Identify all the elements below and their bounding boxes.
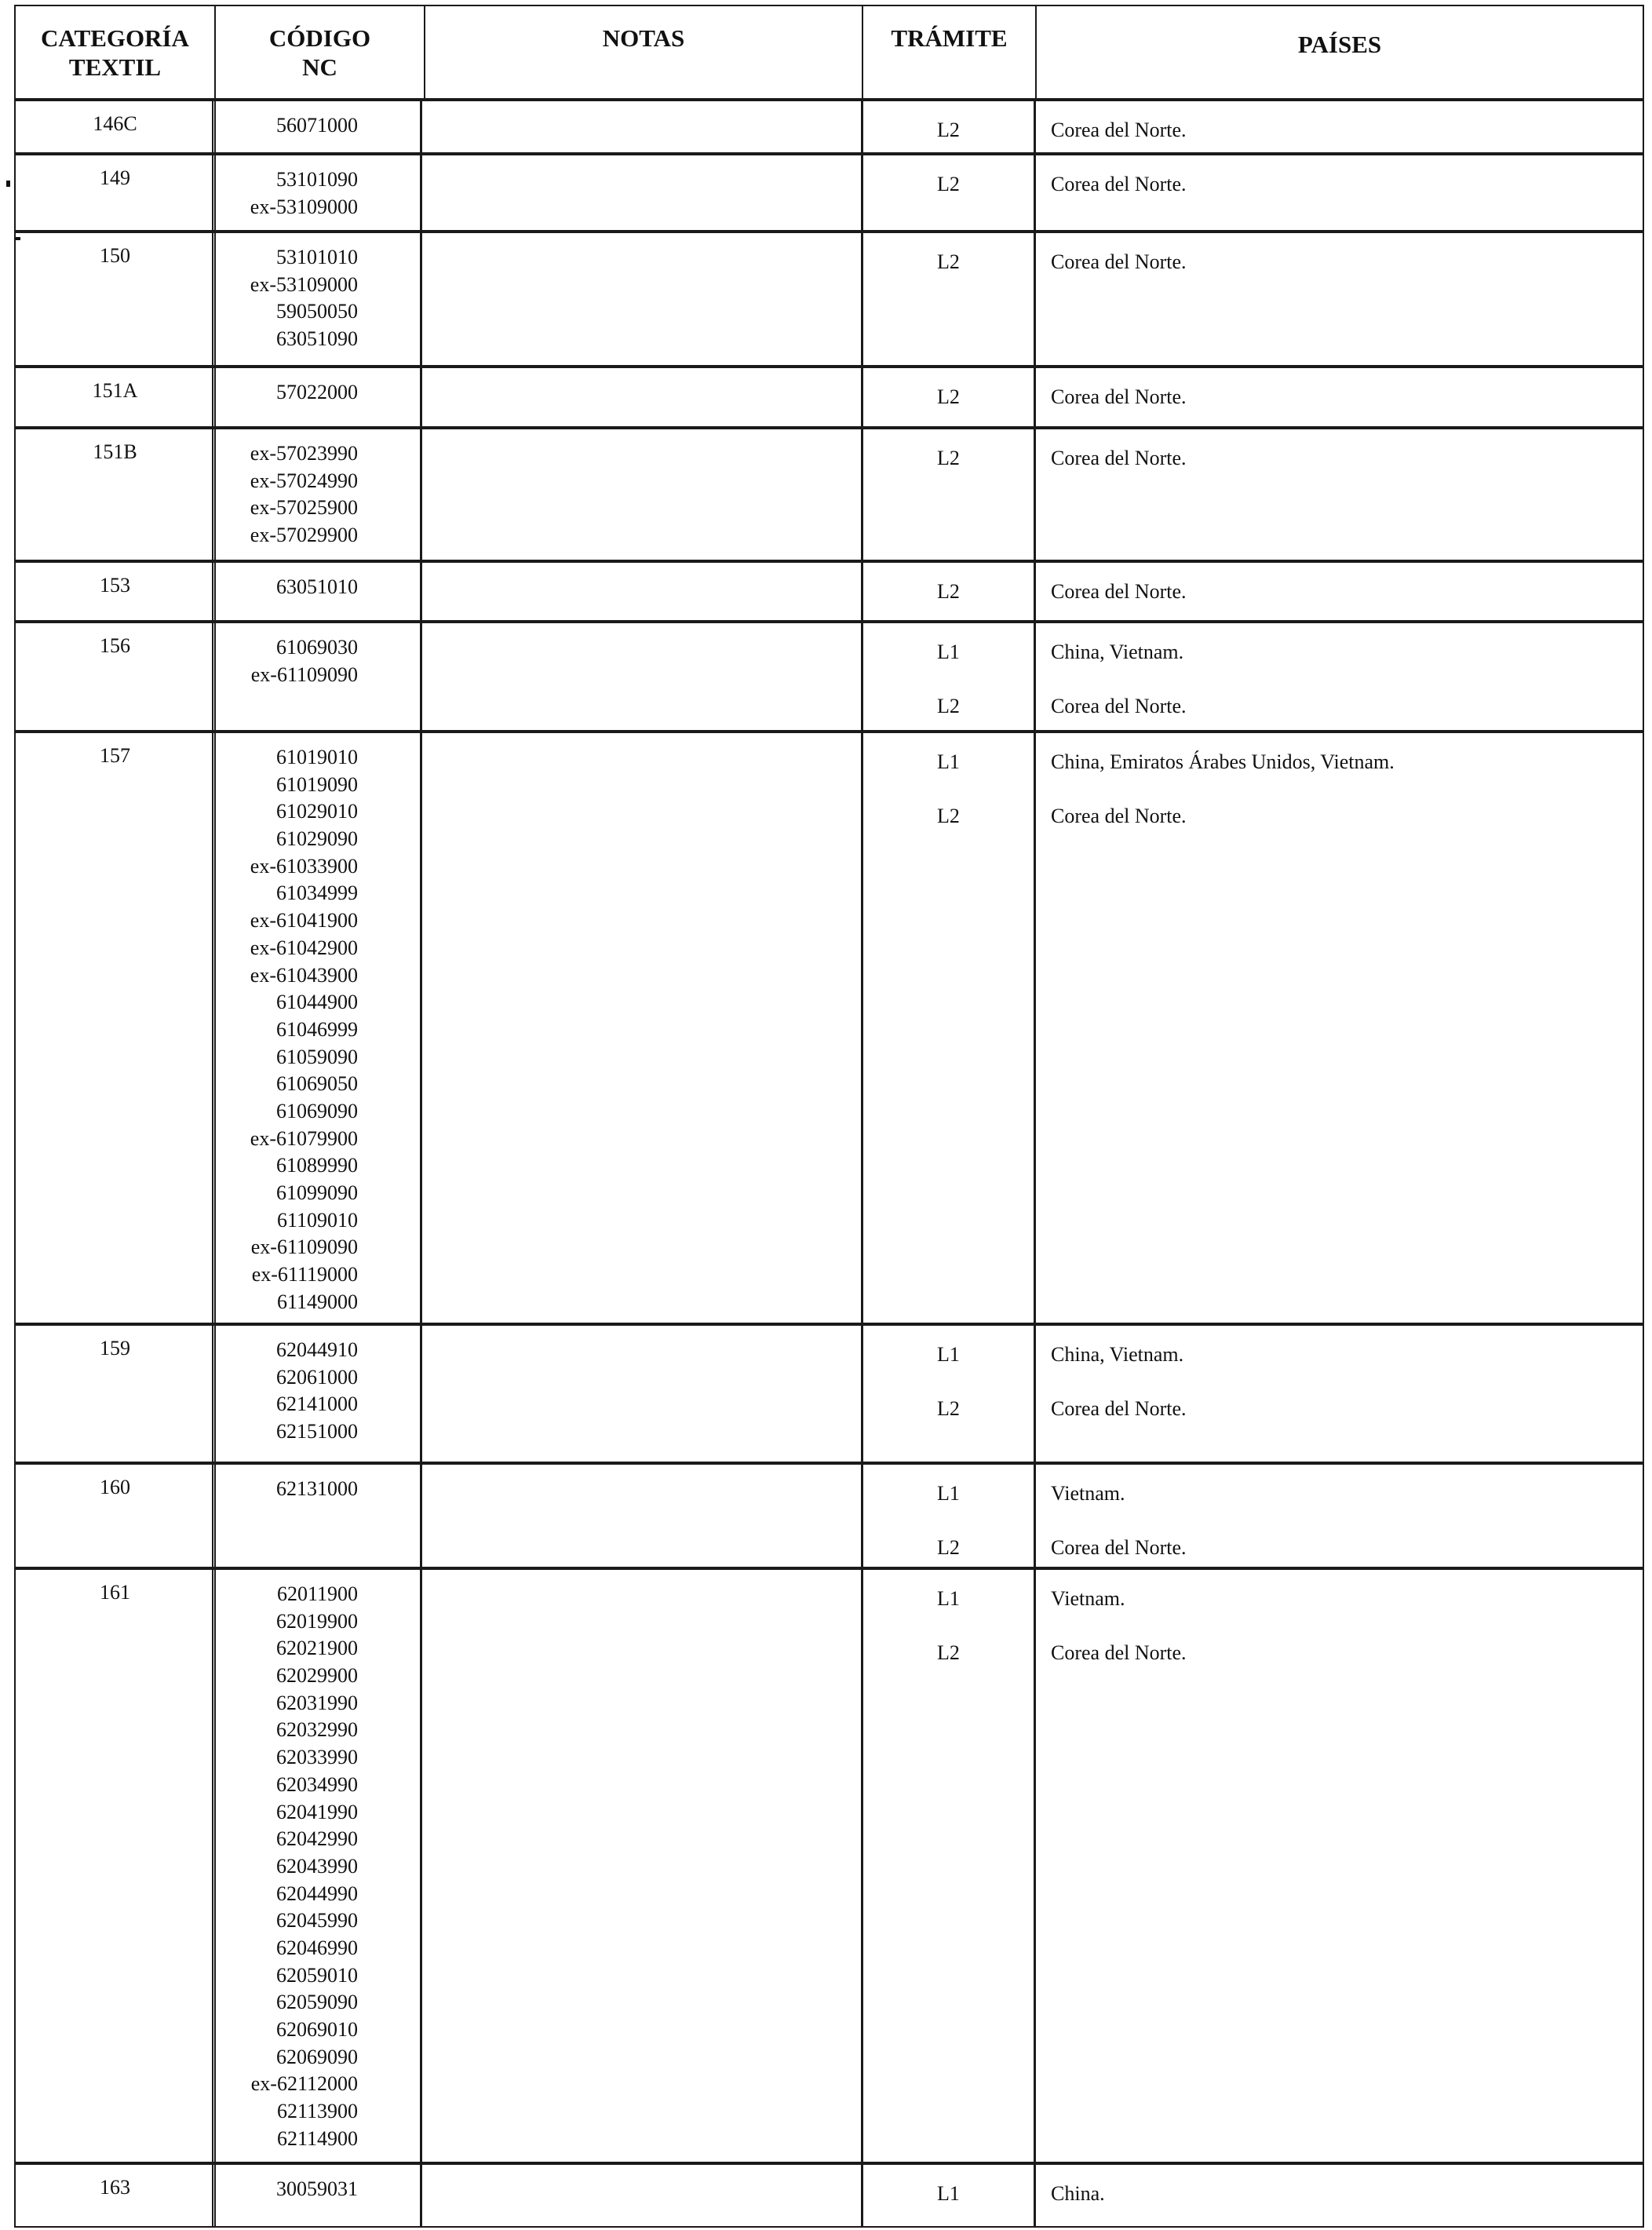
header-notas: NOTAS xyxy=(602,24,685,52)
paises-value: Vietnam. xyxy=(1051,1587,1125,1610)
paises-value: Corea del Norte. xyxy=(1051,805,1187,827)
paises-value: China, Emiratos Árabes Unidos, Vietnam. xyxy=(1051,750,1395,773)
paises-value: Corea del Norte. xyxy=(1051,447,1187,469)
notas-cell xyxy=(420,428,863,561)
tramite-value: L1 xyxy=(937,2182,960,2205)
codigo-value: ex-61033900 xyxy=(250,854,358,878)
codigo-value: 62114900 xyxy=(276,2126,358,2150)
codigo-value: 62011900 xyxy=(276,1582,358,1605)
codigo-list xyxy=(228,1581,358,2152)
paises-value: Corea del Norte. xyxy=(1051,119,1187,141)
header-paises-cell xyxy=(1035,5,1644,100)
codigo-list xyxy=(228,744,358,1316)
tramite-value: L1 xyxy=(937,641,960,663)
codigo-list xyxy=(228,244,358,353)
codigo-value: 53101090 xyxy=(276,168,358,191)
codigo-value: 61069050 xyxy=(276,1072,358,1096)
codigo-value: 62044990 xyxy=(276,1881,358,1905)
notas-cell xyxy=(420,622,863,732)
codigo-value: 62059010 xyxy=(276,1963,358,1987)
categoria-label: 159 xyxy=(100,1337,130,1360)
codigo-value: 62043990 xyxy=(276,1854,358,1878)
header-notas-cell xyxy=(424,5,863,100)
codigo-list xyxy=(228,2176,358,2203)
categoria-label: 151A xyxy=(92,379,138,402)
paises-value: Corea del Norte. xyxy=(1051,1536,1187,1559)
header-codigo-line2: NC xyxy=(302,53,337,81)
tramite-value: L1 xyxy=(937,750,960,773)
codigo-value: ex-57023990 xyxy=(250,442,358,465)
codigo-value: ex-61042900 xyxy=(250,936,358,959)
paises-value: China. xyxy=(1051,2182,1105,2205)
codigo-list xyxy=(228,112,358,140)
paises-value: Corea del Norte. xyxy=(1051,580,1187,603)
codigo-value: 61099090 xyxy=(276,1181,358,1204)
codigo-value: 57022000 xyxy=(276,381,358,403)
tramite-value: L1 xyxy=(937,1343,960,1366)
paises-value: Corea del Norte. xyxy=(1051,695,1187,717)
codigo-list xyxy=(228,1337,358,1446)
codigo-value: 61109010 xyxy=(276,1208,358,1232)
codigo-value: 61034999 xyxy=(276,881,358,905)
codigo-value: ex-61109090 xyxy=(250,662,358,686)
paises-value: Corea del Norte. xyxy=(1051,1397,1187,1420)
codigo-value: 56071000 xyxy=(276,114,358,137)
codigo-value: 62059090 xyxy=(276,1991,358,2014)
paises-value: Corea del Norte. xyxy=(1051,250,1187,273)
codigo-value: 53101010 xyxy=(276,246,358,268)
codigo-value: 62141000 xyxy=(276,1392,358,1416)
codigo-value: 62041990 xyxy=(276,1800,358,1823)
paises-value: China, Vietnam. xyxy=(1051,1343,1184,1366)
codigo-value: 61029010 xyxy=(276,800,358,823)
codigo-list xyxy=(228,574,358,601)
tramite-value: L2 xyxy=(937,1536,960,1559)
codigo-value: 61149000 xyxy=(276,1290,358,1313)
tramite-value: L2 xyxy=(937,1397,960,1420)
tramite-value: L2 xyxy=(937,1641,960,1664)
codigo-value: 62034990 xyxy=(276,1772,358,1796)
codigo-value: 63051010 xyxy=(276,575,358,598)
codigo-value: 62044910 xyxy=(276,1338,358,1361)
header-tramite: TRÁMITE xyxy=(891,24,1008,52)
header-tramite-cell xyxy=(862,5,1037,100)
codigo-value: ex-57025900 xyxy=(250,496,358,520)
codigo-value: 62021900 xyxy=(276,1637,358,1660)
tramite-value: L2 xyxy=(937,805,960,827)
codigo-value: 61019010 xyxy=(276,746,358,768)
codigo-value: 62151000 xyxy=(276,1420,358,1443)
tramite-value: L2 xyxy=(937,119,960,141)
codigo-value: 30059031 xyxy=(276,2177,358,2200)
paises-value: China, Vietnam. xyxy=(1051,641,1184,663)
codigo-value: 63051090 xyxy=(276,327,358,351)
notas-cell xyxy=(420,154,863,232)
notas-cell xyxy=(420,232,863,367)
codigo-value: 62045990 xyxy=(276,1909,358,1933)
codigo-value: 62069010 xyxy=(276,2018,358,2041)
categoria-label: 163 xyxy=(100,2176,130,2199)
codigo-value: 61069090 xyxy=(276,1099,358,1122)
codigo-value: 62029900 xyxy=(276,1664,358,1688)
categoria-label: 157 xyxy=(100,744,130,767)
codigo-value: 62033990 xyxy=(276,1746,358,1769)
tramite-value: L2 xyxy=(937,250,960,273)
scan-mark xyxy=(6,181,10,187)
header-categoria-line1: CATEGORÍA xyxy=(41,24,189,52)
categoria-label: 161 xyxy=(100,1581,130,1604)
paises-value: Corea del Norte. xyxy=(1051,173,1187,195)
codigo-value: ex-57024990 xyxy=(250,469,358,492)
categoria-label: 149 xyxy=(100,166,130,189)
codigo-list xyxy=(228,634,358,688)
codigo-value: 62042990 xyxy=(276,1827,358,1851)
codigo-value: 61046999 xyxy=(276,1017,358,1041)
codigo-value: ex-61119000 xyxy=(251,1263,358,1287)
tramite-value: L2 xyxy=(937,385,960,408)
header-categoria-line2: TEXTIL xyxy=(68,53,162,81)
codigo-list xyxy=(228,166,358,221)
codigo-value: 62069090 xyxy=(276,2045,358,2068)
header-codigo-line1: CÓDIGO xyxy=(268,24,371,52)
codigo-list xyxy=(228,379,358,407)
codigo-value: 62032990 xyxy=(276,1718,358,1742)
categoria-cell xyxy=(14,732,216,1324)
notas-cell xyxy=(420,1463,863,1568)
header-paises: PAÍSES xyxy=(1297,31,1382,58)
tramite-value: L1 xyxy=(937,1587,960,1610)
codigo-value: ex-57029900 xyxy=(250,524,358,547)
paises-value: Corea del Norte. xyxy=(1051,385,1187,408)
categoria-cell xyxy=(14,1568,216,2163)
codigo-value: 62031990 xyxy=(276,1691,358,1714)
codigo-value: ex-61041900 xyxy=(250,909,358,933)
codigo-value: 61044900 xyxy=(276,991,358,1014)
codigo-value: ex-62112000 xyxy=(250,2072,358,2096)
codigo-value: ex-61079900 xyxy=(250,1126,358,1150)
categoria-label: 151B xyxy=(93,440,137,463)
tramite-value: L1 xyxy=(937,1482,960,1505)
codigo-list xyxy=(228,1476,358,1503)
tramite-value: L2 xyxy=(937,580,960,603)
codigo-value: 61019090 xyxy=(276,772,358,796)
codigo-value: 62019900 xyxy=(276,1609,358,1633)
notas-cell xyxy=(420,1324,863,1463)
tramite-value: L2 xyxy=(937,447,960,469)
notas-cell xyxy=(420,561,863,622)
notas-cell xyxy=(420,1568,863,2163)
codigo-value: 61059090 xyxy=(276,1045,358,1068)
notas-cell xyxy=(420,367,863,428)
codigo-value: 62061000 xyxy=(276,1365,358,1389)
codigo-value: ex-61109090 xyxy=(250,1235,358,1259)
codigo-value: ex-53109000 xyxy=(250,195,358,218)
codigo-value: 62113900 xyxy=(276,2100,358,2123)
codigo-value: 61029090 xyxy=(276,827,358,851)
notas-cell xyxy=(420,100,863,154)
header-codigo-cell xyxy=(214,5,425,100)
categoria-label: 160 xyxy=(100,1476,130,1498)
notas-cell xyxy=(420,2163,863,2228)
paises-value: Corea del Norte. xyxy=(1051,1641,1187,1664)
codigo-value: 59050050 xyxy=(276,300,358,323)
paises-value: Vietnam. xyxy=(1051,1482,1125,1505)
codigo-value: ex-53109000 xyxy=(250,272,358,296)
codigo-value: 62046990 xyxy=(276,1936,358,1959)
categoria-label: 153 xyxy=(100,574,130,597)
codigo-value: 61089990 xyxy=(276,1154,358,1177)
tramite-value: L2 xyxy=(937,173,960,195)
categoria-label: 156 xyxy=(100,634,130,657)
paises-cell xyxy=(1034,2163,1644,2228)
tramite-value: L2 xyxy=(937,695,960,717)
notas-cell xyxy=(420,732,863,1324)
codigo-value: 61069030 xyxy=(276,636,358,659)
codigo-value: ex-61043900 xyxy=(250,963,358,987)
codigo-value: 62131000 xyxy=(276,1477,358,1500)
codigo-list xyxy=(228,440,358,549)
header-categoria-cell xyxy=(14,5,216,100)
categoria-label: 150 xyxy=(100,244,130,267)
categoria-label: 146C xyxy=(93,112,137,135)
